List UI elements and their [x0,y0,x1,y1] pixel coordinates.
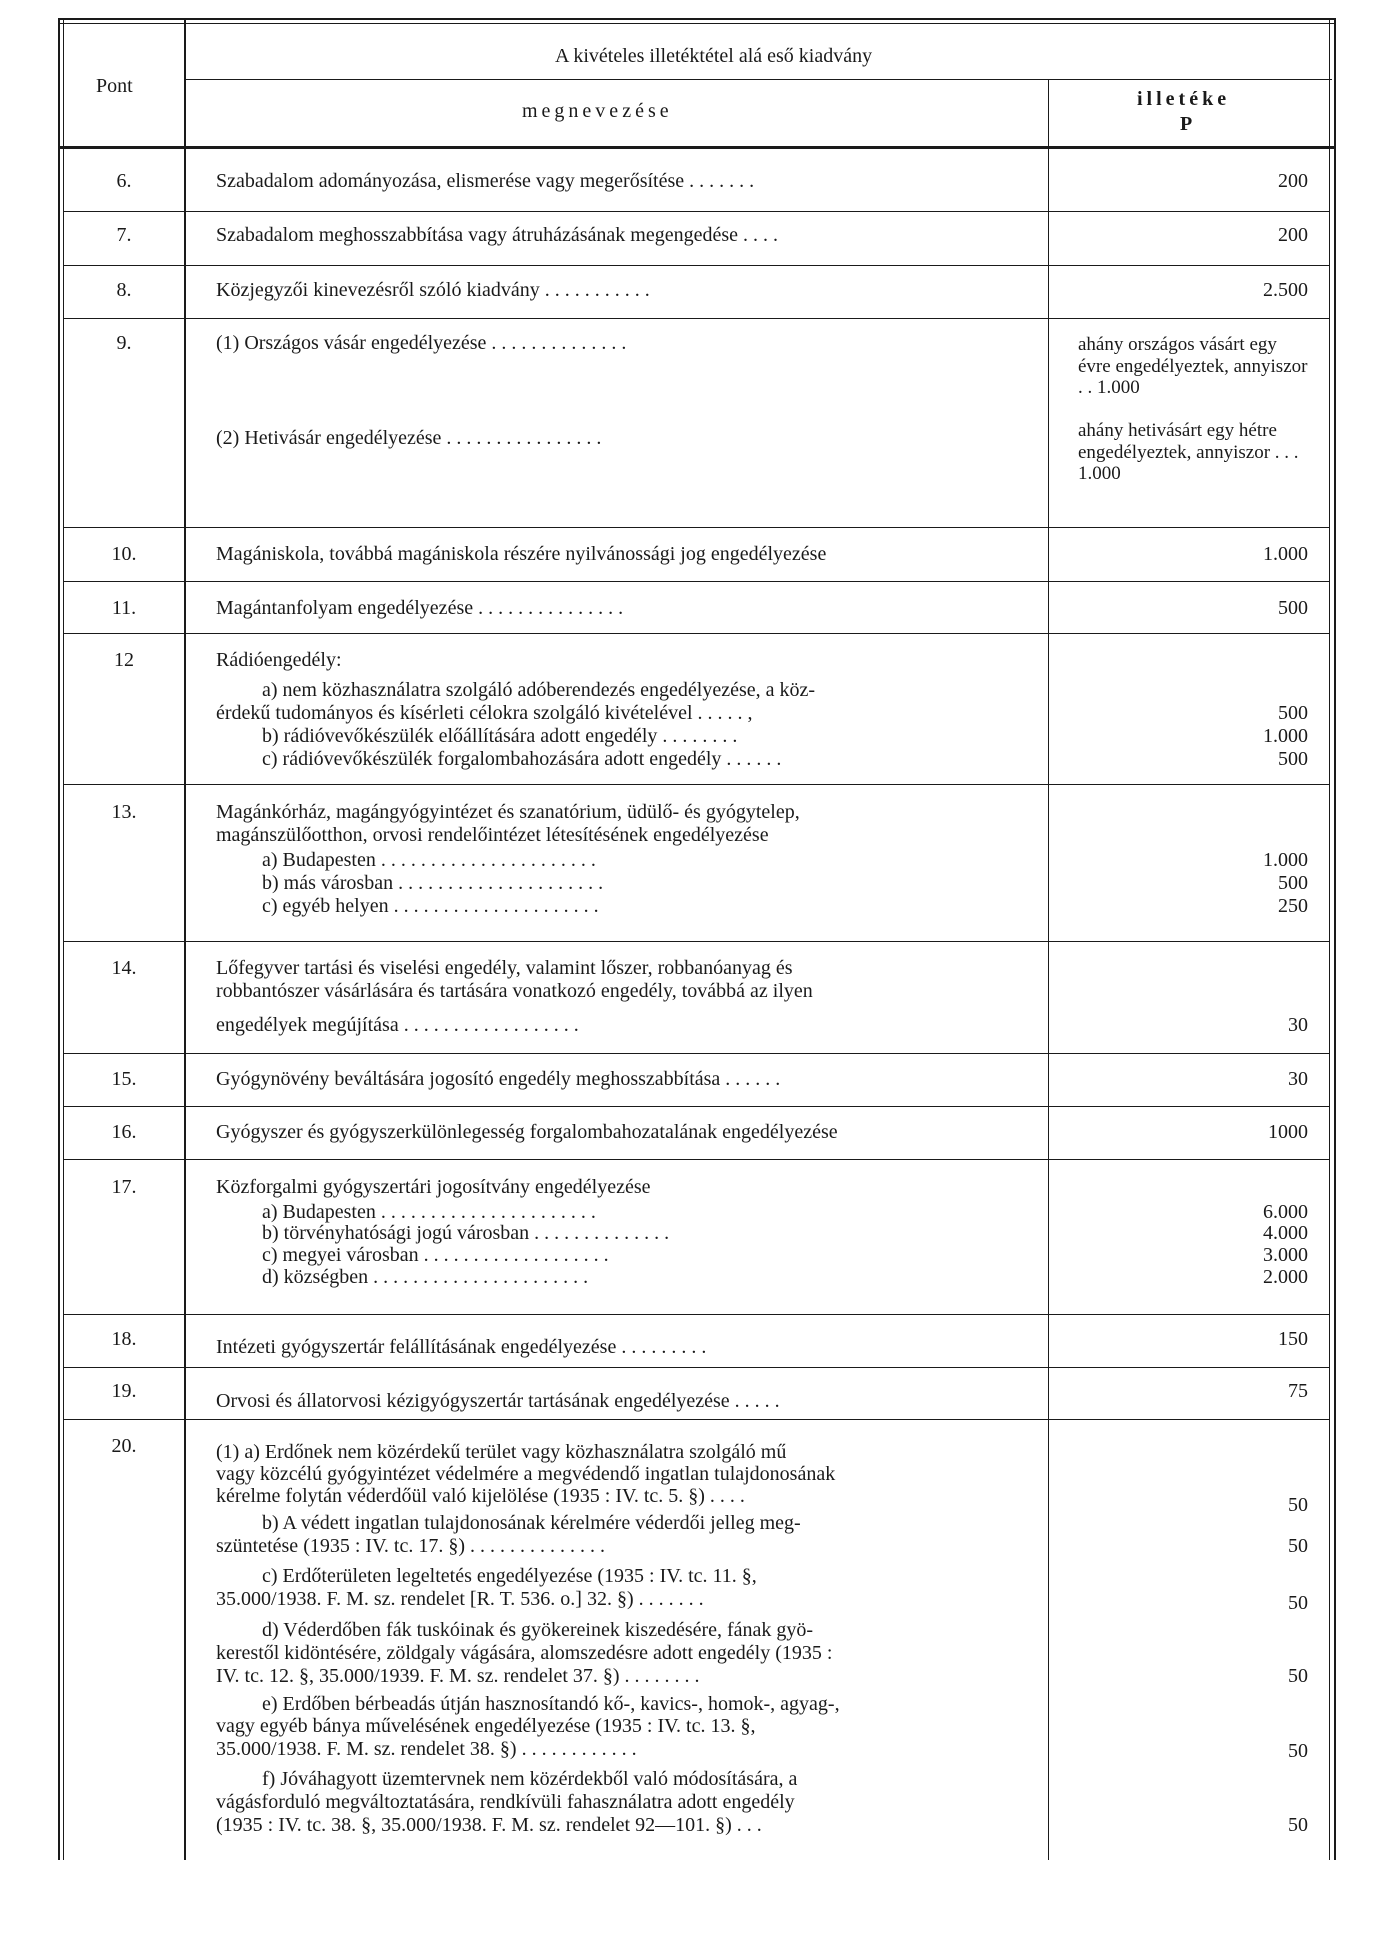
row-item-b: b) törvényhatósági jogú városban . . . . . . . . . . . . . . [262,1222,670,1244]
row-item-a: (1) a) Erdőnek nem közérdekű terület vagy közhasználatra szolgáló mű [216,1441,787,1463]
row-item-a-cont: érdekű tudományos és kísérleti célokra szolgáló kivételével . . . . . , [216,702,753,724]
row-fee: 75 [1288,1380,1308,1402]
header-name-column: megnevezése [522,100,673,122]
row-description: Magántanfolyam engedélyezése . . . . . . . . . . . . . . . [216,597,624,619]
row-item-a: a) Budapesten . . . . . . . . . . . . . . . . . . . . . . [262,849,596,871]
row-fee: 500 [1278,597,1308,619]
row-fee-c: 50 [1288,1592,1308,1614]
row-item-c: c) Erdőterületen legeltetés engedélyezése (1935 : IV. tc. 11. §, [262,1565,757,1587]
row-description: Közjegyzői kinevezésről szóló kiadvány . . . . . . . . . . . [216,279,650,301]
header-fee-unit: P [1180,113,1193,135]
row-fee: 1.000 [1263,543,1308,565]
header-bottom-rule [58,146,1336,149]
row-item-f-cont: vágásforduló megváltoztatására, rendkívüli fahasználatra adott engedély [216,1791,795,1813]
row-number: 14. [111,957,137,979]
header-fee-column: illetéke [1137,88,1231,110]
row-separator [64,1106,1330,1107]
fee-note: ahány országos vásárt egy évre engedélyeztek, annyiszor . . 1.000 [1078,334,1308,398]
row-fee-e: 50 [1288,1740,1308,1762]
row-description: Szabadalom adományozása, elismerése vagy megerősítése . . . . . . . [216,170,755,192]
row-fee-d: 2.000 [1263,1266,1308,1288]
row-description: Intézeti gyógyszertár felállításának engedélyezése . . . . . . . . . [216,1336,707,1358]
row-item-c-cont: 35.000/1938. F. M. sz. rendelet [R. T. 536. o.] 32. §) . . . . . . . [216,1588,704,1610]
top-border-inner [58,23,1336,24]
row-separator [64,581,1330,582]
row-item-b: b) A védett ingatlan tulajdonosának kérelmére véderdői jelleg meg- [262,1512,801,1534]
header-pont: Pont [96,75,133,97]
row-description-line: robbantószer vásárlására és tartására vonatkozó engedély, továbbá az ilyen [216,980,813,1002]
row-item-e-cont: vagy egyéb bánya művelésének engedélyezése (1935 : IV. tc. 13. §, [216,1715,756,1737]
row-separator [64,1367,1330,1368]
row-item-a: a) Budapesten . . . . . . . . . . . . . . . . . . . . . . [262,1201,596,1223]
row-item-d: d) Véderdőben fák tuskóinak és gyökereinek kiszedésére, fának gyö- [262,1619,814,1641]
row-fee: 2.500 [1263,279,1308,301]
row-item-e-cont: 35.000/1938. F. M. sz. rendelet 38. §) . . . . . . . . . . . . [216,1738,637,1760]
row-item-d-cont: kerestől kidöntésére, zöldgaly vágására, alomszedésre adott engedély (1935 : [216,1642,833,1664]
row-item-a: a) nem közhasználatra szolgáló adóberendezés engedélyezése, a köz- [262,679,816,701]
row-fee-d: 50 [1288,1665,1308,1687]
row-number: 12 [114,649,134,671]
fee-note: ahány hetivásárt egy hétre engedélyeztek, annyiszor . . . 1.000 [1078,420,1299,484]
row-fee-b: 4.000 [1263,1222,1308,1244]
row-item-c: c) egyéb helyen . . . . . . . . . . . . . . . . . . . . . [262,895,599,917]
row-fee-b: 500 [1278,872,1308,894]
row-fee: 150 [1278,1328,1308,1350]
row-separator [64,784,1330,785]
row-item-a-cont: vagy közcélú gyógyintézet védelmére a megvédendő ingatlan tulajdonosának [216,1463,836,1485]
row-description-line: (2) Hetivásár engedélyezése . . . . . . . . . . . . . . . . [216,427,602,449]
row-fee-c: 500 [1278,748,1308,770]
row-item-c: c) rádióvevőkészülék forgalombahozására adott engedély . . . . . . [262,748,782,770]
row-description-line: Lőfegyver tartási és viselési engedély, valamint lőszer, robbanóanyag és [216,957,793,979]
row-fee-f: 50 [1288,1814,1308,1836]
row-description: Gyógyszer és gyógyszerkülönlegesség forgalombahozatalának engedélyezése [216,1121,838,1143]
row-fee: 200 [1278,224,1308,246]
row-description: Gyógynövény beváltására jogosító engedély meghosszabbítása . . . . . . [216,1068,781,1090]
row-fee-a: 1.000 [1263,849,1308,871]
row-description-line: engedélyek megújítása . . . . . . . . . . . . . . . . . . [216,1014,579,1036]
row-separator [64,1053,1330,1054]
row-separator [64,211,1330,212]
row-fee: 30 [1288,1014,1308,1036]
top-border [58,18,1336,20]
row-separator [64,318,1330,319]
outer-right-border [1334,18,1336,1860]
row-fee-a: 500 [1278,702,1308,724]
row-fee-c: 3.000 [1263,1244,1308,1266]
row-number: 15. [111,1068,137,1090]
row-number: 13. [111,801,137,823]
row-item-d: d) községben . . . . . . . . . . . . . . . . . . . . . . [262,1266,589,1288]
row-description: Szabadalom meghosszabbítása vagy átruházásának megengedése . . . . [216,224,779,246]
row-number: 6. [116,170,132,192]
row-description-line: (1) Országos vásár engedélyezése . . . . . . . . . . . . . . [216,332,627,354]
row-separator [64,941,1330,942]
row-number: 11. [111,597,137,619]
outer-right-border-inner [1329,18,1330,1860]
row-number: 19. [111,1380,137,1402]
row-number: 10. [111,543,137,565]
row-separator [64,527,1330,528]
row-number: 8. [116,279,132,301]
row-description: Orvosi és állatorvosi kézigyógyszertár tartásának engedélyezése . . . . . [216,1390,780,1412]
row-number: 17. [111,1176,137,1198]
pont-column-divider [184,18,186,1860]
row-separator [64,633,1330,634]
row-number: 20. [111,1435,137,1457]
row-description-title: Közforgalmi gyógyszertári jogosítvány engedélyezése [216,1176,651,1198]
row-description: Magániskola, továbbá magániskola részére nyilvánossági jog engedélyezése [216,543,827,565]
row-item-e: e) Erdőben bérbeadás útján hasznosítandó kő-, kavics-, homok-, agyag-, [262,1693,840,1715]
fee-column-divider [1048,80,1049,1860]
row-item-b: b) más városban . . . . . . . . . . . . . . . . . . . . . [262,872,604,894]
row-fee-c: 250 [1278,895,1308,917]
row-separator [64,1159,1330,1160]
row-item-a-cont: kérelme folytán véderdőül való kijelölése (1935 : IV. tc. 5. §) . . . . [216,1485,745,1507]
row-item-b: b) rádióvevőkészülék előállítására adott engedély . . . . . . . . [262,725,738,747]
row-description-line: Magánkórház, magángyógyintézet és szanatórium, üdülő- és gyógytelep, [216,801,800,823]
row-item-f-cont: (1935 : IV. tc. 38. §, 35.000/1938. F. M. sz. rendelet 92—101. §) . . . [216,1814,762,1836]
row-fee-a: 6.000 [1263,1201,1308,1223]
row-fee-b: 50 [1288,1535,1308,1557]
row-number: 16. [111,1121,137,1143]
row-item-f: f) Jóváhagyott üzemtervnek nem közérdekből való módosítására, a [262,1768,798,1790]
row-separator [64,265,1330,266]
row-item-c: c) megyei városban . . . . . . . . . . . . . . . . . . . [262,1244,609,1266]
header-group-title: A kivételes illetéktétel alá eső kiadvány [555,45,873,67]
row-number: 18. [111,1328,137,1350]
row-separator [64,1314,1330,1315]
row-description-line: magánszülőotthon, orvosi rendelőintézet létesítésének engedélyezése [216,824,769,846]
row-number: 7. [116,224,132,246]
row-separator [64,1419,1330,1420]
row-fee-b: 1.000 [1263,725,1308,747]
row-fee: 1000 [1268,1121,1308,1143]
row-number: 9. [116,332,132,354]
row-fee: 200 [1278,170,1308,192]
outer-left-border [58,18,60,1860]
row-item-b-cont: szüntetése (1935 : IV. tc. 17. §) . . . . . . . . . . . . . . [216,1535,606,1557]
row-description-title: Rádióengedély: [216,649,342,671]
header-subrule [186,79,1332,80]
row-fee-a: 50 [1288,1494,1308,1516]
row-item-d-cont: IV. tc. 12. §, 35.000/1939. F. M. sz. rendelet 37. §) . . . . . . . . [216,1665,700,1687]
row-fee: 30 [1288,1068,1308,1090]
